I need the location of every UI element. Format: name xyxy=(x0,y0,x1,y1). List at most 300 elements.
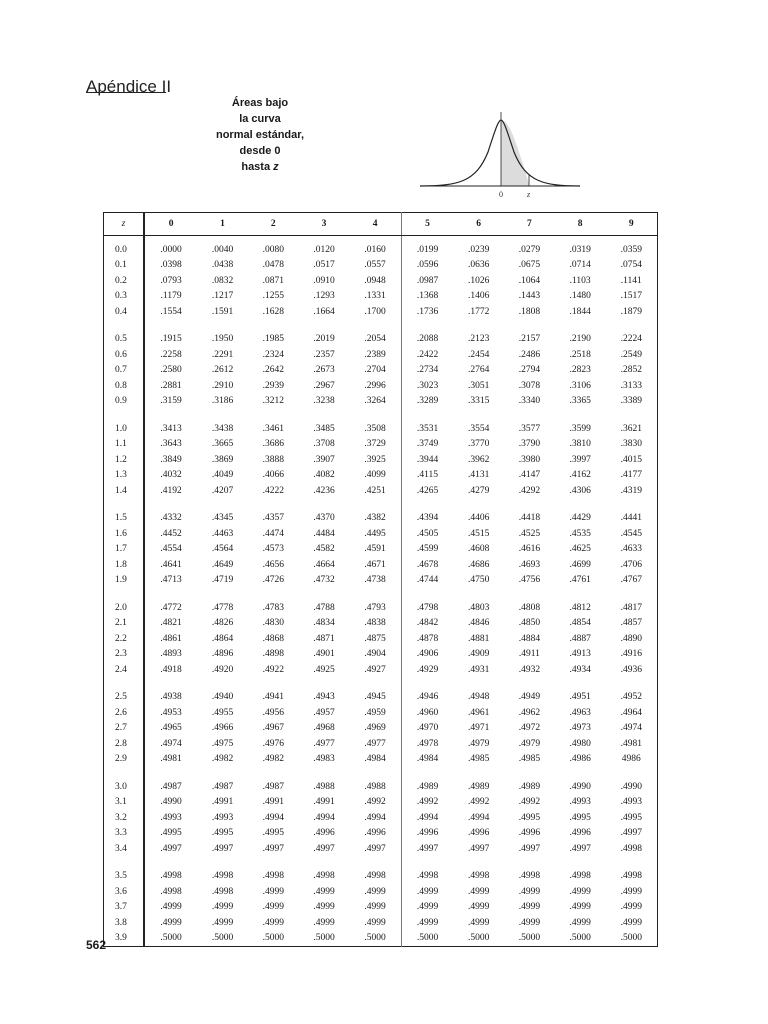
area-value-cell: .2389 xyxy=(349,347,401,363)
area-value-cell: .4582 xyxy=(313,544,335,555)
table-row xyxy=(104,705,658,721)
area-value-cell: .0279 xyxy=(518,244,541,255)
area-value-cell: .4993 xyxy=(620,797,642,808)
z-value-cell: 1.7 xyxy=(104,542,145,558)
area-value-cell: .3997 xyxy=(569,454,591,465)
area-value-cell: .4949 xyxy=(518,692,541,703)
area-value-cell: .4934 xyxy=(569,664,591,675)
area-value-cell: .5000 xyxy=(620,933,642,944)
area-value-cell: .4999 xyxy=(313,886,335,897)
area-value-cell: .4997 xyxy=(416,843,439,854)
table-row xyxy=(104,863,658,885)
area-value-cell: .4821 xyxy=(160,618,182,629)
z-value-cell: 2.5 xyxy=(104,684,145,706)
area-value-cell: .3238 xyxy=(313,396,335,407)
area-value-cell: .4936 xyxy=(620,664,642,675)
area-value-cell: .4115 xyxy=(417,470,439,481)
area-value-cell: .4983 xyxy=(313,754,335,765)
area-value-cell: .4812 xyxy=(569,602,591,613)
area-value-cell: .4994 xyxy=(416,812,439,823)
area-value-cell: .4991 xyxy=(313,797,335,808)
area-value-cell: .4997 xyxy=(620,828,642,839)
area-value-cell: .4998 xyxy=(569,871,591,882)
area-value-cell: .4990 xyxy=(160,797,182,808)
area-value-cell: .0398 xyxy=(160,260,182,271)
area-value-cell: .4981 xyxy=(620,738,642,749)
table-row xyxy=(104,826,658,842)
area-value-cell: .2794 xyxy=(518,365,541,376)
area-value-cell: .4996 xyxy=(313,828,335,839)
area-value-cell: .4452 xyxy=(160,528,182,539)
area-value-cell: .4995 xyxy=(262,828,284,839)
area-value-cell: .4978 xyxy=(416,738,439,749)
area-value-cell: .4406 xyxy=(467,513,490,524)
area-value-cell: .2704 xyxy=(349,363,401,379)
area-value-cell: .4463 xyxy=(211,528,234,539)
area-value-cell: .3051 xyxy=(467,380,490,391)
area-value-cell: .4982 xyxy=(262,754,284,765)
area-value-cell: .0000 xyxy=(160,244,182,255)
area-value-cell: .4977 xyxy=(349,736,401,752)
area-value-cell: .4999 xyxy=(211,917,234,928)
table-row xyxy=(104,505,658,527)
area-value-cell: .2580 xyxy=(160,365,182,376)
area-value-cell: .2291 xyxy=(211,349,234,360)
area-value-cell: .4992 xyxy=(349,795,401,811)
area-value-cell: .4864 xyxy=(211,633,234,644)
area-value-cell: .2157 xyxy=(518,334,541,345)
area-value-cell: .3749 xyxy=(416,439,439,450)
area-value-cell: .4990 xyxy=(620,781,642,792)
table-row xyxy=(104,452,658,468)
caption-line: Áreas bajo xyxy=(231,97,289,109)
area-value-cell: .4943 xyxy=(313,692,335,703)
area-value-cell: .4998 xyxy=(620,871,642,882)
table-row xyxy=(104,573,658,595)
area-value-cell: .4633 xyxy=(620,544,642,555)
table-row xyxy=(104,647,658,663)
area-value-cell: .4370 xyxy=(313,513,335,524)
area-value-cell: .4995 xyxy=(211,828,234,839)
area-value-cell: .3962 xyxy=(467,454,490,465)
area-value-cell: .2258 xyxy=(160,349,182,360)
z-value-cell: 1.9 xyxy=(104,573,145,595)
table-row xyxy=(104,662,658,684)
caption-z-variable: z xyxy=(273,161,279,173)
z-value-cell: 0.1 xyxy=(104,258,145,274)
area-value-cell: .0319 xyxy=(569,244,591,255)
area-value-cell: .2764 xyxy=(467,365,490,376)
area-value-cell: .4993 xyxy=(569,797,591,808)
area-value-cell: .4573 xyxy=(262,544,284,555)
z-value-cell: 0.0 xyxy=(104,236,145,258)
table-row xyxy=(104,684,658,706)
area-value-cell: .2910 xyxy=(211,380,234,391)
area-value-cell: .4999 xyxy=(569,886,591,897)
area-value-cell: .3729 xyxy=(349,437,401,453)
area-value-cell: .4719 xyxy=(211,575,234,586)
area-value-cell: .4265 xyxy=(416,485,439,496)
area-value-cell: .1700 xyxy=(349,304,401,326)
table-header-row xyxy=(104,213,658,236)
area-value-cell: .1950 xyxy=(211,334,234,345)
area-value-cell: .4985 xyxy=(518,754,541,765)
area-value-cell: .4525 xyxy=(518,528,541,539)
area-value-cell: .4881 xyxy=(467,633,490,644)
area-value-cell: .4177 xyxy=(620,470,642,481)
area-value-cell: .4982 xyxy=(211,754,234,765)
area-value-cell: .4649 xyxy=(211,559,234,570)
area-value-cell: .4830 xyxy=(262,618,284,629)
area-value-cell: .4713 xyxy=(160,575,182,586)
area-value-cell: .4162 xyxy=(569,470,591,481)
area-value-cell: .4945 xyxy=(349,684,401,706)
area-value-cell: .3106 xyxy=(569,380,591,391)
area-value-cell: .3365 xyxy=(569,396,591,407)
area-value-cell: .4974 xyxy=(160,738,182,749)
area-value-cell: .1664 xyxy=(313,306,335,317)
table-row xyxy=(104,736,658,752)
area-value-cell: .2224 xyxy=(620,334,642,345)
table-row xyxy=(104,468,658,484)
area-value-cell: .2357 xyxy=(313,349,335,360)
area-value-cell: .3944 xyxy=(416,454,439,465)
area-value-cell: .3159 xyxy=(160,396,182,407)
area-value-cell: .4993 xyxy=(211,812,234,823)
area-value-cell: .4998 xyxy=(620,843,642,854)
area-value-cell: .3665 xyxy=(211,439,234,450)
area-value-cell: .4099 xyxy=(349,468,401,484)
z-value-cell: 2.4 xyxy=(104,662,145,684)
area-value-cell: .5000 xyxy=(160,933,182,944)
table-row xyxy=(104,326,658,348)
area-value-cell: .4920 xyxy=(211,664,234,675)
area-value-cell: .4981 xyxy=(160,754,182,765)
area-value-cell: .4778 xyxy=(211,602,234,613)
area-value-cell: .4925 xyxy=(313,664,335,675)
area-value-cell: .2734 xyxy=(416,365,439,376)
area-value-cell: .4962 xyxy=(518,707,541,718)
area-value-cell: .4997 xyxy=(467,843,490,854)
area-value-cell: .4995 xyxy=(160,828,182,839)
area-value-cell: .4976 xyxy=(262,738,284,749)
area-value-cell: .4066 xyxy=(262,470,284,481)
area-value-cell: .4484 xyxy=(313,528,335,539)
area-value-cell: .4857 xyxy=(620,618,642,629)
area-value-cell: .3186 xyxy=(211,396,234,407)
area-value-cell: .4656 xyxy=(262,559,284,570)
area-value-cell: .3023 xyxy=(416,380,439,391)
table-row xyxy=(104,347,658,363)
area-value-cell: .4678 xyxy=(416,559,439,570)
area-value-cell: .4625 xyxy=(569,544,591,555)
area-value-cell: .4946 xyxy=(416,692,439,703)
z-value-cell: 1.3 xyxy=(104,468,145,484)
area-value-cell: .2996 xyxy=(349,378,401,394)
area-value-cell: .4929 xyxy=(416,664,439,675)
area-value-cell: .2324 xyxy=(262,349,284,360)
area-value-cell: .4798 xyxy=(416,602,439,613)
area-value-cell: .4671 xyxy=(349,557,401,573)
area-value-cell: .1879 xyxy=(620,306,642,317)
area-value-cell: .4793 xyxy=(349,594,401,616)
normal-curve-figure xyxy=(418,112,582,204)
area-value-cell: .4999 xyxy=(467,917,490,928)
area-value-cell: .4495 xyxy=(349,526,401,542)
area-value-cell: .4998 xyxy=(416,871,439,882)
z-value-cell: 0.3 xyxy=(104,289,145,305)
area-value-cell: .4940 xyxy=(211,692,234,703)
area-value-cell: .4901 xyxy=(313,649,335,660)
area-value-cell: .4332 xyxy=(160,513,182,524)
column-header: 0 xyxy=(144,213,197,236)
table-row xyxy=(104,721,658,737)
area-value-cell: .4767 xyxy=(620,575,642,586)
z-value-cell: 1.4 xyxy=(104,483,145,505)
area-value-cell: .0359 xyxy=(620,244,642,255)
area-value-cell: .4222 xyxy=(262,485,284,496)
area-value-cell: .1217 xyxy=(211,291,234,302)
area-value-cell: .4878 xyxy=(416,633,439,644)
table-row xyxy=(104,378,658,394)
area-value-cell: .4989 xyxy=(467,781,490,792)
area-value-cell: .3389 xyxy=(620,396,642,407)
column-header: 6 xyxy=(453,213,504,236)
area-value-cell: .4394 xyxy=(416,513,439,524)
area-value-cell: .4938 xyxy=(160,692,182,703)
area-value-cell: .1103 xyxy=(569,275,591,286)
table-row xyxy=(104,273,658,289)
column-header-z: z xyxy=(104,213,145,236)
area-value-cell: .1179 xyxy=(160,291,182,302)
area-value-cell: .4726 xyxy=(262,575,284,586)
area-value-cell: .4999 xyxy=(569,902,591,913)
area-value-cell: .1985 xyxy=(262,334,284,345)
area-value-cell: .4999 xyxy=(620,917,642,928)
z-value-cell: 0.8 xyxy=(104,378,145,394)
area-value-cell: .5000 xyxy=(262,933,284,944)
area-value-cell: .4999 xyxy=(211,902,234,913)
table-row xyxy=(104,415,658,437)
area-value-cell: .4772 xyxy=(160,602,182,613)
area-value-cell: .4868 xyxy=(262,633,284,644)
area-value-cell: .4955 xyxy=(211,707,234,718)
area-value-cell: .4999 xyxy=(518,902,541,913)
z-value-cell: 2.2 xyxy=(104,631,145,647)
table-row xyxy=(104,810,658,826)
area-value-cell: .4999 xyxy=(518,917,541,928)
area-value-cell: .3078 xyxy=(518,380,541,391)
area-value-cell: .4693 xyxy=(518,559,541,570)
area-value-cell: .3925 xyxy=(349,452,401,468)
area-value-cell: .0517 xyxy=(313,260,335,271)
area-value-cell: .4591 xyxy=(349,542,401,558)
area-value-cell: .3289 xyxy=(416,396,439,407)
table-row xyxy=(104,594,658,616)
area-value-cell: .0832 xyxy=(211,275,234,286)
area-value-cell: .4429 xyxy=(569,513,591,524)
area-value-cell: .4015 xyxy=(620,454,642,465)
area-value-cell: .2422 xyxy=(416,349,439,360)
area-value-cell: .4554 xyxy=(160,544,182,555)
area-value-cell: .4972 xyxy=(518,723,541,734)
area-value-cell: .4980 xyxy=(569,738,591,749)
bell-curve xyxy=(420,120,580,186)
area-value-cell: .4998 xyxy=(349,863,401,885)
area-value-cell: .4948 xyxy=(467,692,490,703)
area-value-cell: .4995 xyxy=(620,812,642,823)
area-value-cell: .3621 xyxy=(620,423,642,434)
area-value-cell: .3830 xyxy=(620,439,642,450)
area-value-cell: .4994 xyxy=(262,812,284,823)
area-value-cell: .4979 xyxy=(467,738,490,749)
z-value-cell: 0.4 xyxy=(104,304,145,326)
area-value-cell: .4998 xyxy=(518,871,541,882)
area-value-cell: .4998 xyxy=(313,871,335,882)
area-value-cell: .4732 xyxy=(313,575,335,586)
area-value-cell: .0478 xyxy=(262,260,284,271)
area-value-cell: .4967 xyxy=(262,723,284,734)
caption-line: desde 0 xyxy=(239,145,281,157)
area-value-cell: .4941 xyxy=(262,692,284,703)
area-value-cell: .4996 xyxy=(349,826,401,842)
area-value-cell: .0596 xyxy=(416,260,439,271)
area-value-cell: .4999 xyxy=(416,902,439,913)
z-value-cell: 3.3 xyxy=(104,826,145,842)
z-value-cell: 3.2 xyxy=(104,810,145,826)
area-value-cell: .4987 xyxy=(211,781,234,792)
area-value-cell: .4953 xyxy=(160,707,182,718)
area-value-cell: .4999 xyxy=(262,917,284,928)
area-value-cell: .4952 xyxy=(620,692,642,703)
z-value-cell: 3.6 xyxy=(104,884,145,900)
table-row xyxy=(104,841,658,863)
area-value-cell: .4441 xyxy=(620,513,642,524)
z-value-cell: 2.3 xyxy=(104,647,145,663)
area-value-cell: .4984 xyxy=(416,754,439,765)
area-value-cell: .4965 xyxy=(160,723,182,734)
area-value-cell: .4817 xyxy=(620,602,642,613)
area-value-cell: .1141 xyxy=(620,275,642,286)
area-value-cell: .4382 xyxy=(349,505,401,527)
caption-line: normal estándar, xyxy=(215,129,305,141)
area-value-cell: .4999 xyxy=(349,915,401,931)
area-value-cell: .2190 xyxy=(569,334,591,345)
area-value-cell: .0557 xyxy=(349,258,401,274)
area-value-cell: .0080 xyxy=(262,244,284,255)
area-value-cell: .4997 xyxy=(569,843,591,854)
z-value-cell: 2.9 xyxy=(104,752,145,774)
area-value-cell: .4988 xyxy=(313,781,335,792)
area-value-cell: .4998 xyxy=(467,871,490,882)
area-value-cell: .4999 xyxy=(262,902,284,913)
area-value-cell: .4808 xyxy=(518,602,541,613)
area-value-cell: .2939 xyxy=(262,380,284,391)
z-value-cell: 3.4 xyxy=(104,841,145,863)
area-value-cell: .4664 xyxy=(313,559,335,570)
area-value-cell: .4999 xyxy=(620,886,642,897)
z-value-cell: 3.1 xyxy=(104,795,145,811)
column-header: 7 xyxy=(504,213,555,236)
z-value-cell: 3.5 xyxy=(104,863,145,885)
z-value-cell: 3.9 xyxy=(104,931,145,947)
title-underline xyxy=(86,92,166,93)
column-header: 9 xyxy=(606,213,658,236)
column-header: 2 xyxy=(248,213,299,236)
area-value-cell: .4964 xyxy=(620,707,642,718)
column-header: 3 xyxy=(299,213,350,236)
area-value-cell: .4345 xyxy=(211,513,234,524)
area-value-cell: .4251 xyxy=(349,483,401,505)
area-value-cell: .4192 xyxy=(160,485,182,496)
area-value-cell: .4846 xyxy=(467,618,490,629)
area-value-cell: .2642 xyxy=(262,365,284,376)
area-value-cell: .4969 xyxy=(349,721,401,737)
area-value-cell: .4896 xyxy=(211,649,234,660)
area-value-cell: .4959 xyxy=(349,705,401,721)
area-value-cell: .4911 xyxy=(518,649,540,660)
z-value-cell: 2.8 xyxy=(104,736,145,752)
area-value-cell: .4987 xyxy=(262,781,284,792)
area-value-cell: .4997 xyxy=(262,843,284,854)
area-value-cell: .0793 xyxy=(160,275,182,286)
area-value-cell: .4922 xyxy=(262,664,284,675)
area-value-cell: .3980 xyxy=(518,454,541,465)
column-header: 5 xyxy=(401,213,453,236)
area-value-cell: .4803 xyxy=(467,602,490,613)
area-value-cell: .4994 xyxy=(313,812,335,823)
area-value-cell: .4973 xyxy=(569,723,591,734)
table-row xyxy=(104,795,658,811)
area-value-cell: .4988 xyxy=(349,773,401,795)
area-value-cell: .4992 xyxy=(467,797,490,808)
table-row xyxy=(104,363,658,379)
area-value-cell: .1736 xyxy=(416,306,439,317)
area-value-cell: .4999 xyxy=(262,886,284,897)
table-row xyxy=(104,394,658,416)
area-value-cell: .1480 xyxy=(569,291,591,302)
area-value-cell: .4999 xyxy=(416,886,439,897)
area-value-cell: .3485 xyxy=(313,423,335,434)
area-value-cell: .4608 xyxy=(467,544,490,555)
area-value-cell: .3554 xyxy=(467,423,490,434)
area-value-cell: .4995 xyxy=(569,812,591,823)
area-value-cell: .0636 xyxy=(467,260,490,271)
label-z: z xyxy=(527,190,531,199)
z-value-cell: 2.6 xyxy=(104,705,145,721)
area-value-cell: .4906 xyxy=(416,649,439,660)
area-value-cell: .5000 xyxy=(416,933,439,944)
area-value-cell: .4850 xyxy=(518,618,541,629)
z-value-cell: 0.5 xyxy=(104,326,145,348)
area-value-cell: .1406 xyxy=(467,291,490,302)
area-value-cell: .4999 xyxy=(467,902,490,913)
caption-line: la curva xyxy=(239,113,281,125)
area-value-cell: .4998 xyxy=(160,886,182,897)
table-row xyxy=(104,631,658,647)
table-row xyxy=(104,289,658,305)
area-value-cell: .3643 xyxy=(160,439,182,450)
area-value-cell: .2852 xyxy=(620,365,642,376)
z-value-cell: 1.0 xyxy=(104,415,145,437)
area-value-cell: .4986 xyxy=(569,754,591,765)
z-value-cell: 1.8 xyxy=(104,557,145,573)
appendix-title: Apéndice II xyxy=(86,77,172,97)
area-value-cell: .1368 xyxy=(416,291,439,302)
area-value-cell: .2054 xyxy=(349,326,401,348)
table-row xyxy=(104,304,658,326)
area-value-cell: .1628 xyxy=(262,306,284,317)
